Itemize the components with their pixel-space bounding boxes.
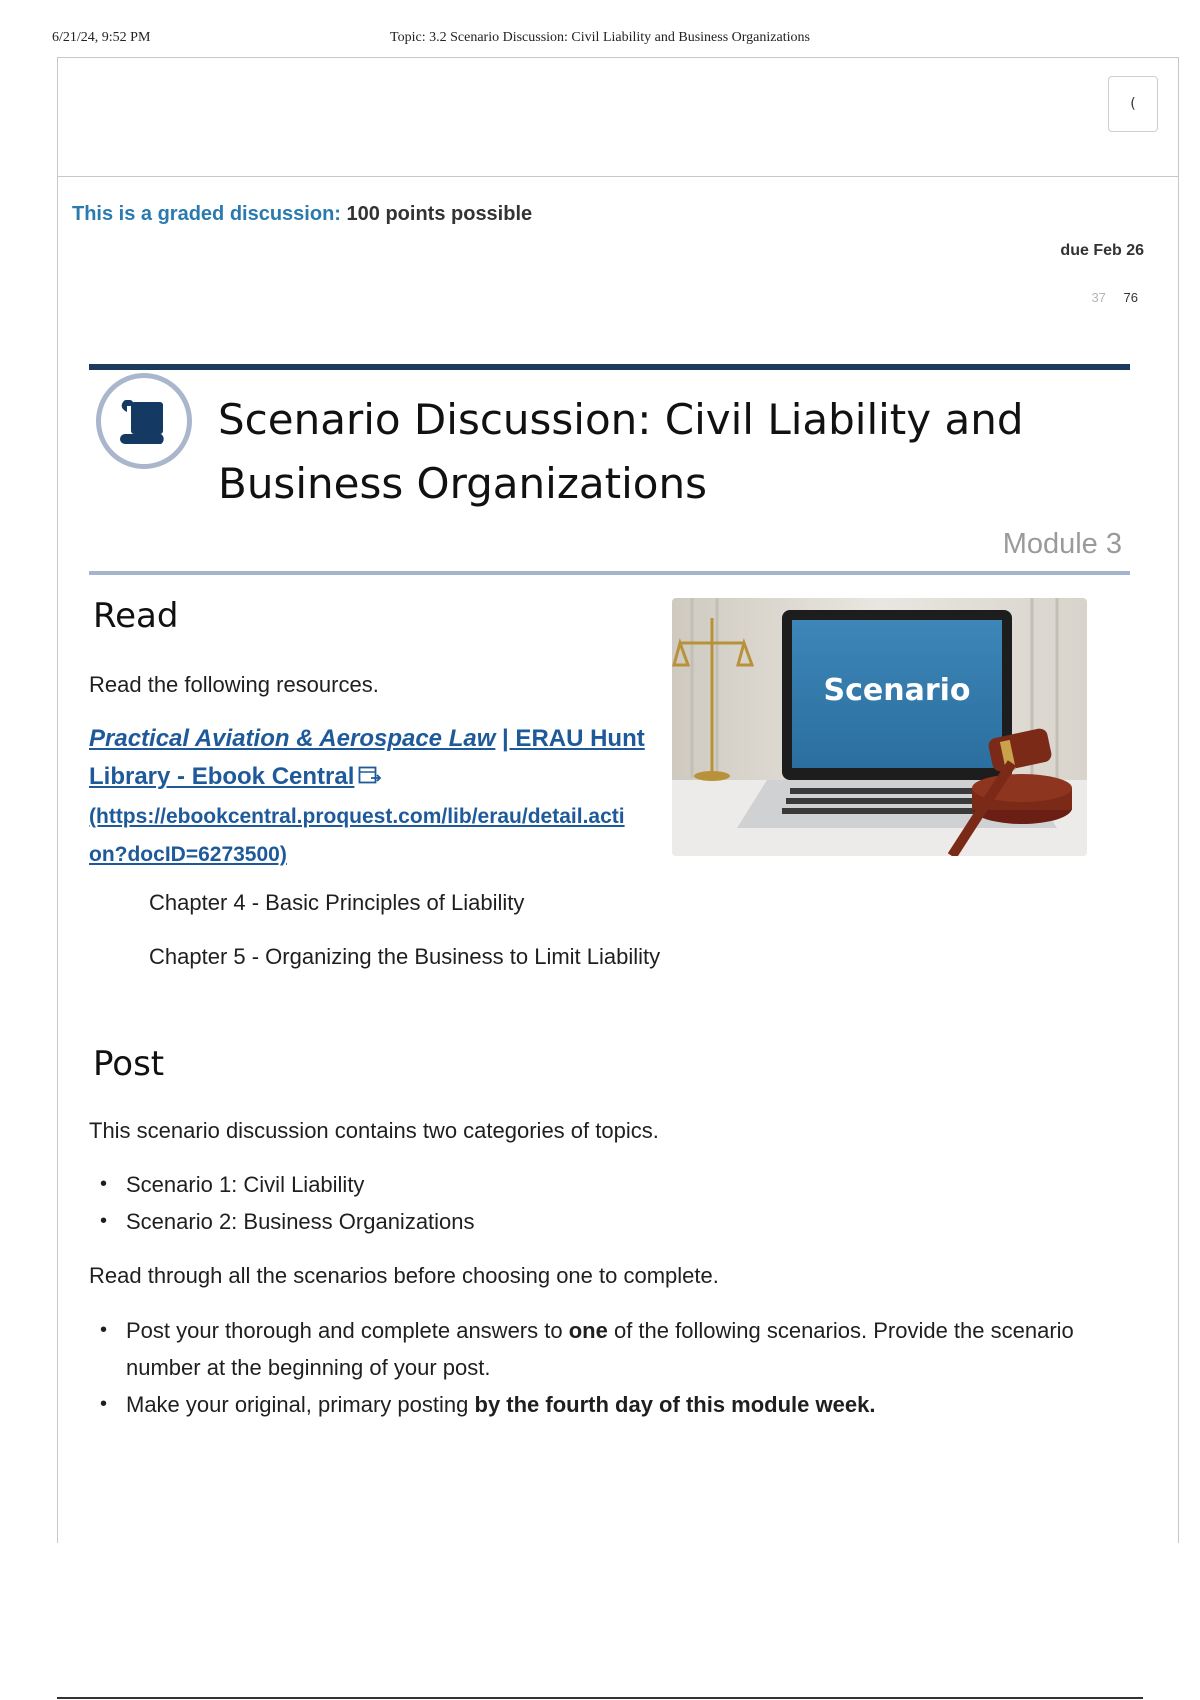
- reply-counts: [1091, 290, 1138, 305]
- top-toolbar: [58, 58, 1178, 177]
- graded-info: [72, 203, 532, 226]
- read-intro: Read the following resources.: [89, 672, 379, 697]
- list-item: [90, 1312, 1090, 1386]
- total-count: 76: [1123, 290, 1138, 305]
- scroll-icon: [96, 373, 192, 469]
- rule2-bold: by the fourth day of this module week.: [474, 1392, 876, 1417]
- scenario-image: [672, 598, 1087, 856]
- ebook-link-url-1[interactable]: (https://ebookcentral.proquest.com/lib/erau/detail.acti: [89, 804, 625, 828]
- ebook-link-title[interactable]: Practical Aviation & Aerospace Law: [89, 725, 496, 752]
- rules-list: [90, 1312, 1090, 1423]
- scenario-image-text: Scenario: [823, 673, 971, 708]
- chapter-4: Chapter 4 - Basic Principles of Liability: [149, 890, 525, 915]
- module-label: Module 3: [1002, 528, 1122, 560]
- post-intro: This scenario discussion contains two categories of topics.: [89, 1118, 659, 1143]
- print-title: Topic: 3.2 Scenario Discussion: Civil Liability and Business Organizations: [390, 30, 810, 45]
- list-item: • Scenario 2: Business Organizations: [90, 1203, 890, 1240]
- ebook-link-rest-2[interactable]: Library - Ebook Central: [89, 763, 355, 790]
- ebook-link-rest-1[interactable]: | ERAU Hunt: [502, 725, 645, 752]
- rule2-text-a: Make your original, primary posting: [126, 1392, 469, 1417]
- read-heading: Read: [93, 596, 179, 636]
- rule1-text-a: Post your thorough and complete answers to: [126, 1318, 563, 1343]
- header-rule-top: [89, 364, 1130, 370]
- list-item: • Scenario 1: Civil Liability: [90, 1166, 890, 1203]
- post-heading: Post: [93, 1044, 165, 1084]
- list-item: [90, 1386, 1090, 1423]
- rule1-bold: one: [568, 1318, 608, 1343]
- external-link-icon: [358, 759, 382, 797]
- page-title: Scenario Discussion: Civil Liability and Business Organizations: [218, 395, 1024, 508]
- post-instruction: Read through all the scenarios before choosing one to complete.: [89, 1263, 719, 1288]
- ebook-link-url-2[interactable]: on?docID=6273500): [89, 842, 287, 866]
- print-datetime: 6/21/24, 9:52 PM: [52, 30, 151, 45]
- scenario-list: [90, 1166, 890, 1240]
- ebook-link[interactable]: [89, 720, 659, 873]
- unread-count: 37: [1091, 290, 1106, 305]
- header-rule-bottom: [89, 571, 1130, 575]
- chapter-5: Chapter 5 - Organizing the Business to Limit Liability: [149, 944, 661, 969]
- page-bottom-rule: [57, 1697, 1143, 1699]
- due-date: due Feb 26: [1060, 242, 1144, 259]
- rule1-text-b: of the following scenarios. Provide the scenario number at the beginning of your post.: [126, 1318, 1074, 1380]
- graded-label: This is a graded discussion:: [72, 203, 341, 225]
- points-possible: 100 points possible: [346, 203, 533, 225]
- options-button[interactable]: (: [1108, 76, 1158, 132]
